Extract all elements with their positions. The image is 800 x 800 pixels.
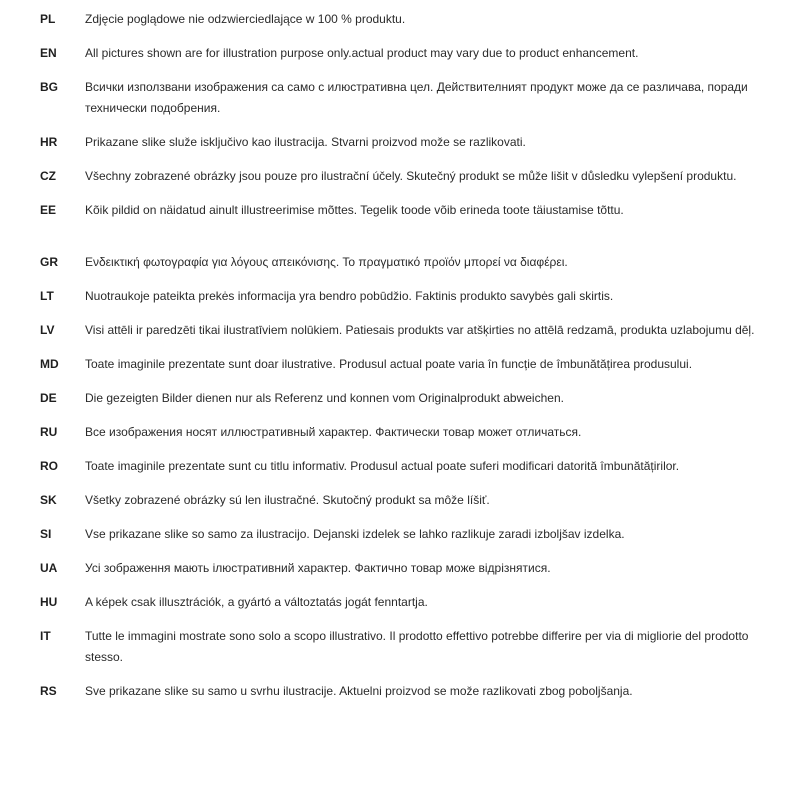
language-code: MD bbox=[40, 357, 59, 371]
language-code: SK bbox=[40, 493, 57, 507]
disclaimer-text: A képek csak illusztrációk, a gyártó a változtatás jogát fenntartja. bbox=[85, 595, 428, 609]
language-code: LV bbox=[40, 323, 55, 337]
disclaimer-text: Toate imaginile prezentate sunt cu titlu informativ. Produsul actual poate suferi modificari datorită îmbunătățirilor. bbox=[85, 459, 680, 473]
language-code: EE bbox=[40, 203, 57, 217]
language-code: BG bbox=[40, 80, 58, 94]
disclaimer-text: Nuotraukoje pateikta prekės informacija yra bendro pobūdžio. Faktinis produkto savybės gali skirtis. bbox=[85, 289, 614, 303]
language-code: RU bbox=[40, 425, 58, 439]
disclaimer-row bbox=[40, 524, 780, 545]
disclaimer-row bbox=[40, 200, 780, 221]
language-code: SI bbox=[40, 527, 52, 541]
disclaimer-text: Ενδεικτική φωτογραφία για λόγους απεικόνισης. Το πραγματικό προϊόν μπορεί να διαφέρει. bbox=[85, 255, 568, 269]
disclaimer-text: Усі зображення мають ілюстративний характер. Фактично товар може відрізнятися. bbox=[85, 561, 551, 575]
disclaimer-row bbox=[40, 252, 780, 273]
disclaimer-text: Всички използвани изображения са само с илюстративна цел. Действителният продукт може да се различава, поради технически подобрения. bbox=[85, 80, 748, 115]
language-code: HU bbox=[40, 595, 58, 609]
disclaimer-text: Prikazane slike služe isključivo kao ilustracija. Stvarni proizvod može se razlikovati. bbox=[85, 135, 526, 149]
language-code: CZ bbox=[40, 169, 56, 183]
disclaimer-row bbox=[40, 626, 780, 668]
disclaimer-row bbox=[40, 320, 780, 341]
disclaimer-text: Všetky zobrazené obrázky sú len ilustračné. Skutočný produkt sa môže líšiť. bbox=[85, 493, 490, 507]
disclaimer-text: Visi attēli ir paredzēti tikai ilustratīviem nolūkiem. Patiesais produkts var atšķirties no attēlā redzamā, produkta uzlabojumu dēļ. bbox=[85, 323, 755, 337]
disclaimer-text: Sve prikazane slike su samo u svrhu ilustracije. Aktuelni proizvod se može razlikovati zbog poboljšanja. bbox=[85, 684, 633, 698]
language-code: UA bbox=[40, 561, 58, 575]
language-code: IT bbox=[40, 629, 51, 643]
disclaimer-row bbox=[40, 456, 780, 477]
disclaimer-row bbox=[40, 422, 780, 443]
disclaimer-row bbox=[40, 354, 780, 375]
language-code: RS bbox=[40, 684, 57, 698]
disclaimer-text: Kõik pildid on näidatud ainult illustreerimise mõttes. Tegelik toode võib erineda toote täiustamise tõttu. bbox=[85, 203, 624, 217]
disclaimer-text: Die gezeigten Bilder dienen nur als Referenz und konnen vom Originalprodukt abweichen. bbox=[85, 391, 564, 405]
disclaimer-text: Tutte le immagini mostrate sono solo a scopo illustrativo. Il prodotto effettivo potrebbe differire per via di migliorie del prodotto stesso. bbox=[85, 629, 749, 664]
disclaimer-row bbox=[40, 166, 780, 187]
language-code: RO bbox=[40, 459, 58, 473]
disclaimer-row bbox=[40, 132, 780, 153]
disclaimer-text: Zdjęcie poglądowe nie odzwierciedlające w 100 % produktu. bbox=[85, 12, 406, 26]
disclaimer-row bbox=[40, 592, 780, 613]
disclaimer-text: Všechny zobrazené obrázky jsou pouze pro ilustrační účely. Skutečný produkt se může lišit v důsledku vylepšení produktu. bbox=[85, 169, 737, 183]
disclaimer-text: All pictures shown are for illustration purpose only.actual product may vary due to product enhancement. bbox=[85, 46, 639, 60]
disclaimer-list bbox=[40, 9, 780, 702]
disclaimer-text: Vse prikazane slike so samo za ilustracijo. Dejanski izdelek se lahko razlikuje zaradi izboljšav izdelka. bbox=[85, 527, 625, 541]
language-code: DE bbox=[40, 391, 57, 405]
disclaimer-row bbox=[40, 558, 780, 579]
language-code: LT bbox=[40, 289, 54, 303]
language-code: GR bbox=[40, 255, 58, 269]
disclaimer-text: Toate imaginile prezentate sunt doar ilustrative. Produsul actual poate varia în funcție de îmbunătățirea produsului. bbox=[85, 357, 693, 371]
disclaimer-text: Все изображения носят иллюстративный характер. Фактически товар может отличаться. bbox=[85, 425, 582, 439]
disclaimer-row bbox=[40, 286, 780, 307]
disclaimer-row bbox=[40, 9, 780, 30]
language-code: PL bbox=[40, 12, 56, 26]
disclaimer-row bbox=[40, 388, 780, 409]
disclaimer-row bbox=[40, 77, 780, 119]
language-code: HR bbox=[40, 135, 58, 149]
disclaimer-row bbox=[40, 490, 780, 511]
disclaimer-row bbox=[40, 681, 780, 702]
disclaimer-row bbox=[40, 43, 780, 64]
language-code: EN bbox=[40, 46, 57, 60]
